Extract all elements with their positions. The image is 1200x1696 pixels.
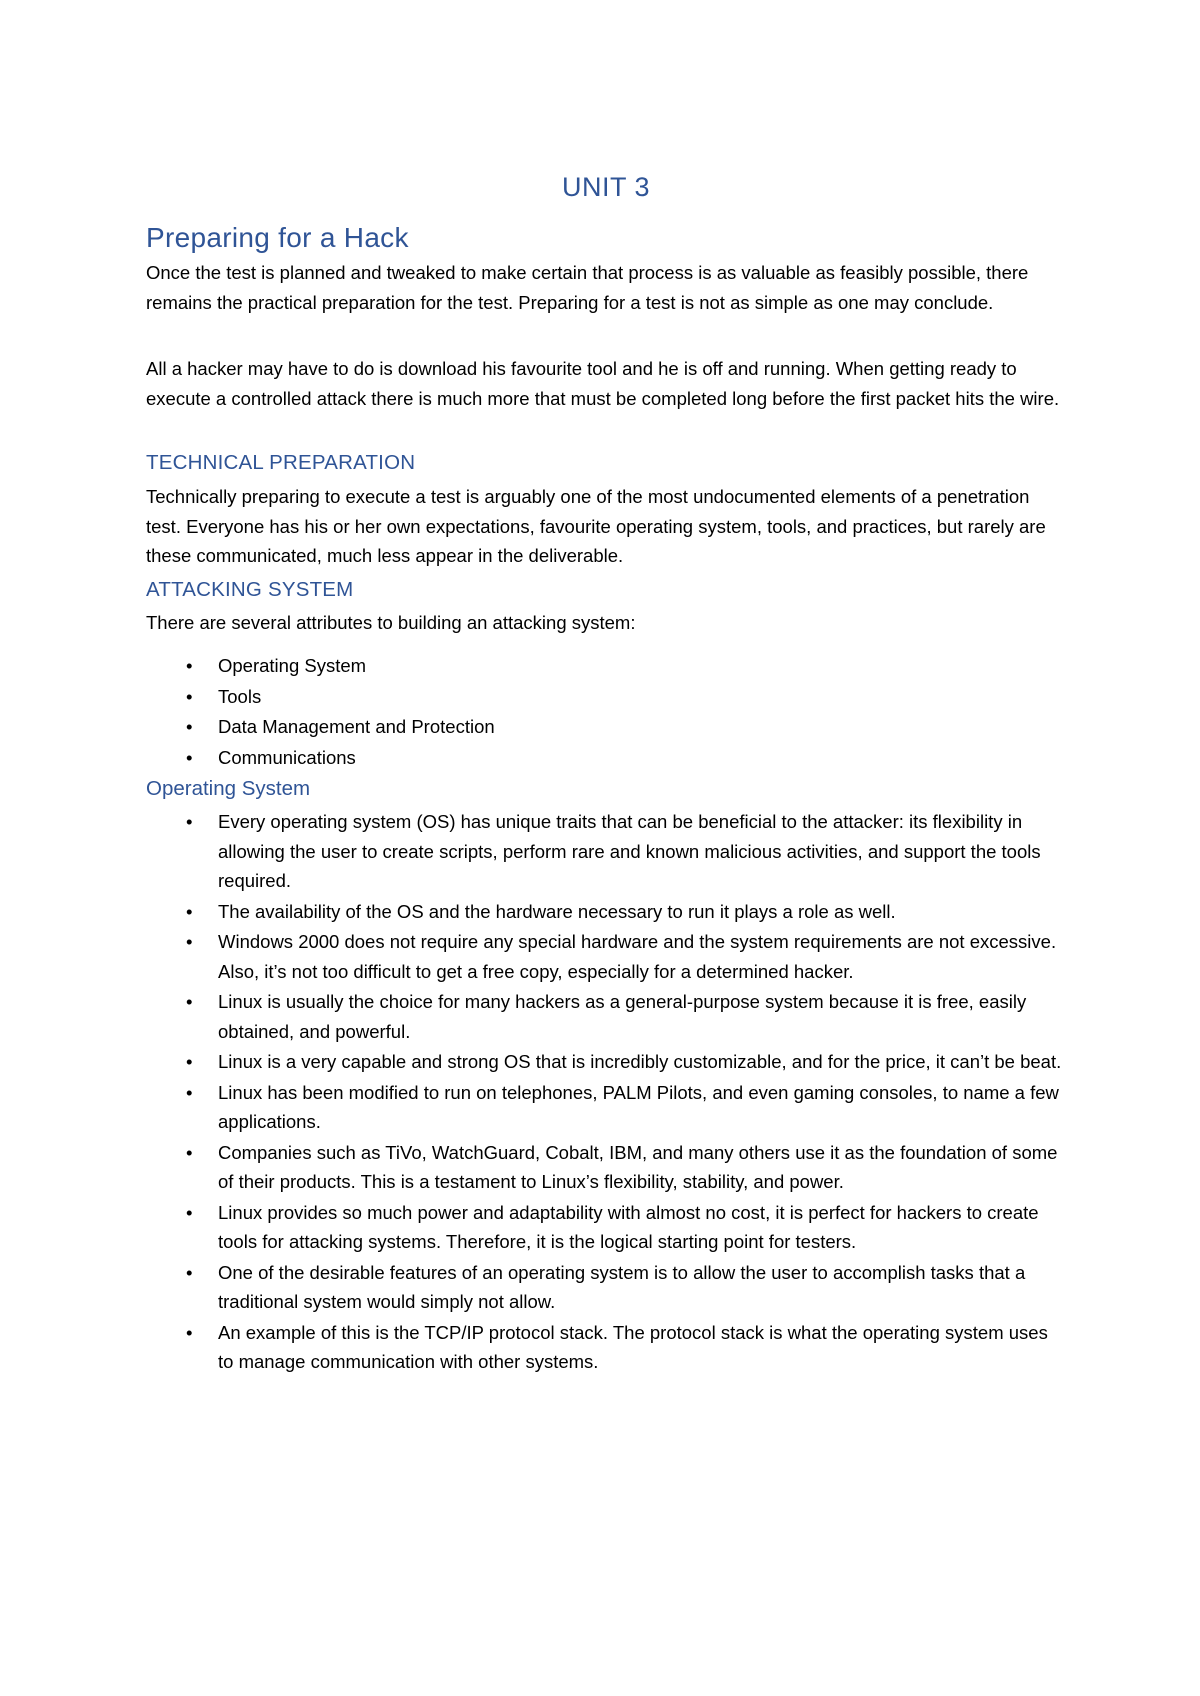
- operating-system-heading: Operating System: [146, 777, 311, 800]
- operating-system-list: [146, 807, 1066, 1378]
- list-item: • Linux provides so much power and adaptability with almost no cost, it is perfect for hackers to create tools for attacking systems. Therefore, it is the logical starting point for testers.: [146, 1198, 1066, 1257]
- bullet-icon: •: [186, 1261, 193, 1283]
- list-item: • Linux has been modified to run on telephones, PALM Pilots, and even gaming consoles, to name a few applications.: [146, 1078, 1066, 1137]
- bullet-icon: •: [186, 1321, 193, 1343]
- list-item: • Communications: [146, 743, 1066, 774]
- list-item: • An example of this is the TCP/IP protocol stack. The protocol stack is what the operating system uses to manage communication with other systems.: [146, 1318, 1066, 1377]
- attacking-system-paragraph: There are several attributes to building an attacking system:: [146, 612, 636, 633]
- attacking-system-heading: ATTACKING SYSTEM: [146, 578, 354, 601]
- bullet-icon: •: [186, 746, 193, 768]
- page-title: UNIT 3: [561, 172, 651, 202]
- bullet-icon: •: [186, 811, 193, 832]
- bullet-icon: •: [186, 931, 193, 952]
- technical-preparation-paragraph: Technically preparing to execute a test is arguably one of the most undocumented elements of a penetration test. Everyone has his or her own expectations, favourite operating system, tools, and practices, but rarely are these communicated, much less appear in the deliverable.: [146, 486, 1046, 566]
- attacking-system-list: [146, 651, 1066, 773]
- bullet-icon: •: [186, 1081, 193, 1103]
- bullet-icon: •: [186, 1201, 193, 1223]
- list-item: • Data Management and Protection: [146, 712, 1066, 743]
- list-item: • The availability of the OS and the hardware necessary to run it plays a role as well.: [146, 897, 1066, 927]
- bullet-icon: •: [186, 655, 193, 676]
- bullet-icon: •: [186, 900, 193, 922]
- list-item: • Operating System: [146, 651, 1066, 682]
- list-item: • Linux is usually the choice for many hackers as a general-purpose system because it is free, easily obtained, and powerful.: [146, 987, 1066, 1046]
- bullet-icon: •: [186, 1141, 193, 1163]
- list-item: • Companies such as TiVo, WatchGuard, Cobalt, IBM, and many others use it as the foundation of some of their products. This is a testament to Linux’s flexibility, stability, and power.: [146, 1138, 1066, 1197]
- list-item: • Every operating system (OS) has unique traits that can be beneficial to the attacker: its flexibility in allowing the user to create scripts, perform rare and known malicious activities, and support the tools required.: [146, 807, 1066, 896]
- technical-preparation-heading: TECHNICAL PREPARATION: [146, 451, 416, 474]
- list-item: • Tools: [146, 682, 1066, 713]
- bullet-icon: •: [186, 991, 193, 1012]
- main-heading: Preparing for a Hack: [146, 222, 409, 253]
- intro-paragraph-2: All a hacker may have to do is download his favourite tool and he is off and running. When getting ready to execute a controlled attack there is much more that must be completed long before the first packet hits the wire.: [146, 358, 1060, 409]
- bullet-icon: •: [186, 1051, 193, 1072]
- list-item: • Linux is a very capable and strong OS that is incredibly customizable, and for the price, it can’t be beat.: [146, 1047, 1066, 1077]
- intro-paragraph-1: Once the test is planned and tweaked to make certain that process is as valuable as feasibly possible, there remains the practical preparation for the test. Preparing for a test is not as simple as one may conclude.: [146, 262, 1029, 313]
- list-item: • One of the desirable features of an operating system is to allow the user to accomplish tasks that a traditional system would simply not allow.: [146, 1258, 1066, 1317]
- list-item: • Windows 2000 does not require any special hardware and the system requirements are not excessive. Also, it’s not too difficult to get a free copy, especially for a determined hacker.: [146, 927, 1066, 986]
- bullet-icon: •: [186, 685, 193, 707]
- bullet-icon: •: [186, 716, 193, 737]
